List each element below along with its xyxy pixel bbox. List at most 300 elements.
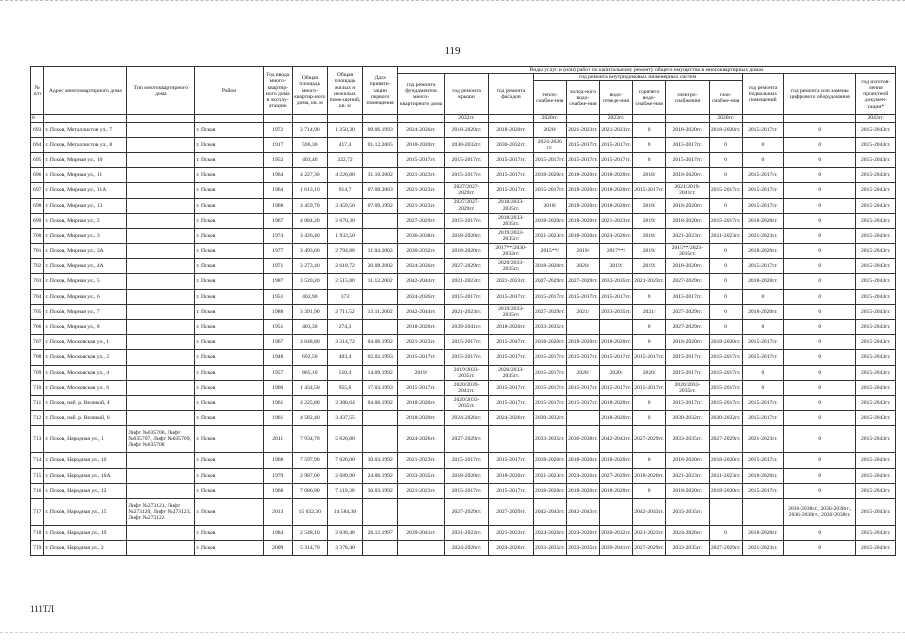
row-basement: 2018-2020гг. (742, 274, 783, 289)
row-address: г. Псков, наб. р. Великой, 6 (44, 411, 127, 426)
row-number: 715 (31, 468, 44, 483)
row-privatization-date: 11.12.2002 (363, 274, 398, 289)
row-house-type (127, 541, 195, 556)
row-cold-water: 2018-2020гг. (566, 483, 599, 498)
table-row (31, 365, 896, 380)
row-year: 1968 (263, 483, 292, 498)
table-row (31, 304, 896, 319)
row-digital: 0 (784, 122, 856, 137)
row-total-area: 3 459,70 (292, 198, 327, 213)
row-house-type (127, 304, 195, 319)
row-total-area: 2 548,10 (292, 525, 327, 540)
row-cold-water: 2018-2020гг. (566, 183, 599, 198)
row-house-type (127, 453, 195, 468)
footer-code: 111ТЛ (30, 604, 54, 614)
row-gas: 0 (709, 152, 742, 167)
row-number: 711 (31, 395, 44, 410)
row-year: 1979 (263, 468, 292, 483)
row-gas: 0 (709, 137, 742, 152)
row-digital: 0 (784, 168, 856, 183)
row-design: 2015-2043гг. (856, 274, 896, 289)
row-facade: 2015-2017гг. (489, 483, 533, 498)
row-address: г. Псков, Мирная ул., 7 (44, 304, 127, 319)
row-district: г. Псков (195, 350, 263, 365)
row-gas: 0 (709, 168, 742, 183)
row-hot-water: 0 (633, 453, 666, 468)
row-year: 1977 (263, 244, 292, 259)
row-sewer: 2021-2023гг. (599, 213, 632, 228)
row-house-type (127, 411, 195, 426)
row-address: г. Псков, Народная ул., 1 (44, 426, 127, 453)
row-hot-water: 2018-2020гг. (633, 468, 666, 483)
row-hot-water: 2019/ (633, 259, 666, 274)
row-house-type: Лифт №273121, Лифт №273120, Лифт №273123, Лифт №273122 (127, 498, 195, 525)
row-digital: 0 (784, 380, 856, 395)
row-cold-water: 2024-2026гг. (566, 468, 599, 483)
row-roof: 2015-2017гг. (444, 453, 488, 468)
table-row (31, 395, 896, 410)
row-electric: 2020/2033-2035гг. (666, 380, 709, 395)
row-heat: 2033-2035гг. (533, 426, 566, 453)
row-digital: 0 (784, 259, 856, 274)
row-district: г. Псков (195, 304, 263, 319)
row-digital: 0 (784, 198, 856, 213)
row-basement: 0 (742, 289, 783, 304)
row-roof: 2027/2027-2029гг. (444, 183, 488, 198)
row-facade: 2017**/2030-2032гг. (489, 244, 533, 259)
row-year: 1972 (263, 122, 292, 137)
row-privatization-date (363, 498, 398, 525)
table-row (31, 525, 896, 540)
row-electric: 2018-2020гг. (666, 122, 709, 137)
row-house-type (127, 198, 195, 213)
row-roof: 2021-2023гг. (444, 304, 488, 319)
row-year: 1960 (263, 380, 292, 395)
row-address: г. Псков, Мирная ул., 13 (44, 198, 127, 213)
row-sewer: 2018-2020гг. (599, 411, 632, 426)
row-year: 1988 (263, 304, 292, 319)
row-gas: 0 (709, 304, 742, 319)
row-sewer: 2018-2020гг. (599, 335, 632, 350)
row-hot-water: 2015-2017гг. (633, 380, 666, 395)
row-gas: 2018-2020гг. (709, 335, 742, 350)
row-basement: 2021-2023гг. (742, 426, 783, 453)
row-living-area: 14 584,30 (327, 498, 362, 525)
row-house-type (127, 350, 195, 365)
row-district: г. Псков (195, 137, 263, 152)
row-roof: 2015-2017гг. (444, 483, 488, 498)
table-row (31, 541, 896, 556)
row-foundation: 2021-2023гг. (398, 198, 445, 213)
row-sewer: 2039-2041гг. (599, 541, 632, 556)
row-design: 2015-2043гг. (856, 468, 896, 483)
row-house-type (127, 183, 195, 198)
row-roof: 2020/2033-2035гг. (444, 395, 488, 410)
row-living-area: 3 459,50 (327, 198, 362, 213)
row-roof: 2018-2020гг. (444, 228, 488, 243)
row-roof: 2039-2041гг. (444, 320, 488, 335)
row-basement: 0 (742, 137, 783, 152)
row-privatization-date: 30.03.1992 (363, 483, 398, 498)
row-total-area: 1 613,10 (292, 183, 327, 198)
row-basement: 0 (742, 380, 783, 395)
row-sewer: 2033-2035гг. (599, 274, 632, 289)
row-foundation: 2021-2023гг. (398, 183, 445, 198)
row-district: г. Псков (195, 168, 263, 183)
row-basement: 2018-2020гг. (742, 304, 783, 319)
row-heat: 2018-2020гг. (533, 213, 566, 228)
row-privatization-date: 11.04.2003 (363, 244, 398, 259)
row-number: 705 (31, 304, 44, 319)
row-facade: 2015-2017гг. (489, 395, 533, 410)
row-hot-water: 2027-2029гг. (633, 426, 666, 453)
row-gas: 2015-2017гг. (709, 213, 742, 228)
row-basement: 2015-2017гг. (742, 122, 783, 137)
row-house-type (127, 168, 195, 183)
row-district: г. Псков (195, 289, 263, 304)
row-roof: 2027-2029гг. (444, 498, 488, 525)
row-district: г. Псков (195, 525, 263, 540)
row-cold-water: 2018-2020гг. (566, 453, 599, 468)
row-roof: 2015-2017гг. (444, 213, 488, 228)
row-sewer: 2018-2020гг. (599, 483, 632, 498)
header-heat: тепло-снабже-ния (533, 81, 566, 115)
header-engineering: год ремонта внутридомовых инженерных систем (533, 74, 742, 81)
row-privatization-date (363, 320, 398, 335)
row-heat: 2021-2023гг. (533, 228, 566, 243)
row-digital: 0 (784, 426, 856, 453)
row-number: 699 (31, 213, 44, 228)
row-address: г. Псков, Народная ул., 10 (44, 453, 127, 468)
row-address: г. Псков, Народная ул., 12 (44, 483, 127, 498)
row-foundation: 2018-2020гг. (398, 320, 445, 335)
row-district: г. Псков (195, 453, 263, 468)
row-digital: 0 (784, 335, 856, 350)
header-address: Адрес многоквартирного дома (44, 67, 127, 115)
row-district: г. Псков (195, 335, 263, 350)
row-basement: 0 (742, 152, 783, 167)
row-number: 703 (31, 274, 44, 289)
row-facade: 2015-2017гг. (489, 380, 533, 395)
row-cold-water: 2018-2020гг. (566, 228, 599, 243)
row-district: г. Псков (195, 380, 263, 395)
row-year: 1948 (263, 350, 292, 365)
row-heat: 2030-2032гг. (533, 411, 566, 426)
row-number: 704 (31, 289, 44, 304)
header-electric: электро-снабжения (666, 81, 709, 115)
row-address: г. Псков, Металлистов ул., 8 (44, 137, 127, 152)
table-row (31, 259, 896, 274)
row-facade: 2020/2033-2035гг. (489, 365, 533, 380)
row-facade: 2018-2020гг. (489, 122, 533, 137)
table-row (31, 335, 896, 350)
row-electric: 2021-2023гг. (666, 228, 709, 243)
row-number: 714 (31, 453, 44, 468)
row-gas: 0 (709, 259, 742, 274)
row-basement: 2021-2023гг. (742, 541, 783, 556)
row-heat: 2015-2017гг. (533, 289, 566, 304)
header-foundation: год ремонта фундаментов много-квартирного дома (398, 74, 445, 115)
row-total-area: 3 648,80 (292, 335, 327, 350)
row-privatization-date (363, 289, 398, 304)
row-total-area: 15 032,30 (292, 498, 327, 525)
row-living-area: 3 380,64 (327, 395, 362, 410)
row-design: 2015-2043гг. (856, 365, 896, 380)
row-heat: 2033-2035гг. (533, 541, 566, 556)
row-basement: 2015-2017гг. (742, 483, 783, 498)
row-cold-water: 2015-2017гг. (566, 395, 599, 410)
row-design: 2015-2043гг. (856, 525, 896, 540)
row-design: 2015-2043гг. (856, 304, 896, 319)
row-design: 2015-2043гг. (856, 380, 896, 395)
scan-top-edge (0, 0, 905, 5)
row-district: г. Псков (195, 395, 263, 410)
row-basement: 2021-2023гг. (742, 228, 783, 243)
row-privatization-date (363, 228, 398, 243)
row-electric: 2015-2017гг. (666, 395, 709, 410)
row-year: 1967 (263, 335, 292, 350)
row-design: 2015-2043гг. (856, 244, 896, 259)
row-electric: 2015-2017гг. (666, 137, 709, 152)
row-living-area: 914,7 (327, 183, 362, 198)
row-house-type (127, 525, 195, 540)
row-electric: 2033-2035гг. (666, 541, 709, 556)
row-roof: 2015-2017гг. (444, 350, 488, 365)
row-facade: 2015-2017гг. (489, 350, 533, 365)
header-total-area: Общая площадь много-квартир-ного дома, кв. м (292, 67, 327, 115)
row-hot-water: 0 (633, 289, 666, 304)
row-foundation (398, 498, 445, 525)
row-address: г. Псков, Мирная ул., 2 (44, 213, 127, 228)
row-hot-water: 0 (633, 152, 666, 167)
row-privatization-date: 26.12.1997 (363, 525, 398, 540)
row-facade: 2019/2033-2035гг. (489, 228, 533, 243)
row-facade: 2024-2026гг. (489, 541, 533, 556)
row-heat: 2027-2029гг. (533, 304, 566, 319)
row-house-type (127, 335, 195, 350)
row-living-area: 1 250,30 (327, 122, 362, 137)
row-electric: 2018-2020гг. (666, 335, 709, 350)
header-privatization: Дата привати-зации первого помещения (363, 67, 398, 115)
row-gas: 2027-2029гг. (709, 541, 742, 556)
row-digital: 0 (784, 304, 856, 319)
row-electric: 2018-2020гг. (666, 453, 709, 468)
row-gas: 2015-2017гг. (709, 183, 742, 198)
row-cold-water: 2018-2020гг. (566, 335, 599, 350)
row-roof: 2020/2039-2041гг. (444, 380, 488, 395)
row-facade: 2018/2033-2035гг. (489, 213, 533, 228)
row-electric: 2024-2026гг. (666, 525, 709, 540)
row-address: г. Псков, Московская ул., 1 (44, 335, 127, 350)
row-sewer: 2015-2017гг. (599, 380, 632, 395)
row-cold-water: 2015-2017гг. (566, 152, 599, 167)
row-privatization-date: 20.08.2002 (363, 259, 398, 274)
row-total-area: 4 227,30 (292, 168, 327, 183)
row-gas: 0 (709, 525, 742, 540)
row-cold-water: 2015-2017гг. (566, 137, 599, 152)
row-foundation (398, 541, 445, 556)
row-foundation: 2021-2023гг. (398, 168, 445, 183)
row-district: г. Псков (195, 122, 263, 137)
row-roof: 2027-2029гг. (444, 259, 488, 274)
row-heat: 2018-2020гг. (533, 483, 566, 498)
row-living-area: 2 038,48 (327, 525, 362, 540)
row-address: г. Псков, Мирная ул., 6 (44, 289, 127, 304)
table-row (31, 122, 896, 137)
table-row (31, 468, 896, 483)
row-privatization-date: 09.06.1993 (363, 122, 398, 137)
row-electric: 2030-2032гг. (666, 411, 709, 426)
row-hot-water: 2018/ (633, 168, 666, 183)
row-cold-water: 2018-2020гг. (566, 198, 599, 213)
row-hot-water: 2018/ (633, 198, 666, 213)
row-cold-water: 2036-2038гг. (566, 426, 599, 453)
row-design: 2015-2043гг. (856, 259, 896, 274)
row-heat: 2015-2017гг. (533, 365, 566, 380)
row-design: 2015-2043гг. (856, 350, 896, 365)
row-heat: 2042-2043гг. (533, 498, 566, 525)
row-hot-water: 2042-2043гг. (633, 498, 666, 525)
row-cold-water: 2020/ (566, 365, 599, 380)
row-number: 694 (31, 137, 44, 152)
row-privatization-date: 01.12.2005 (363, 137, 398, 152)
row-number: 696 (31, 168, 44, 183)
row-gas: 2018-2020гг. (709, 453, 742, 468)
row-foundation: 2042-2044гг. (398, 304, 445, 319)
row-total-area: 3 273,40 (292, 259, 327, 274)
table-row (31, 183, 896, 198)
row-gas: 2027-2029гг. (709, 426, 742, 453)
row-hot-water: 2021-2023гг. (633, 274, 666, 289)
row-roof: 2015-2017гг. (444, 335, 488, 350)
row-total-area: 4 084,20 (292, 213, 327, 228)
row-year: 2011 (263, 426, 292, 453)
row-living-area: 3 314,72 (327, 335, 362, 350)
row-privatization-date: 17.03.1993 (363, 380, 398, 395)
row-facade: 2015-2017гг. (489, 289, 533, 304)
row-heat: 2024-2026гг. (533, 525, 566, 540)
row-heat: 2020/ (533, 122, 566, 137)
row-basement: 2015-2017гг. (742, 350, 783, 365)
row-house-type: Лифт №035706, Лифт №035707, Лифт №035709, Лифт №035708 (127, 426, 195, 453)
row-living-area: 1 933,50 (327, 228, 362, 243)
row-gas: 2021-2023гг. (709, 228, 742, 243)
table-row (31, 483, 896, 498)
row-electric: 2018-2020гг. (666, 213, 709, 228)
row-basement: 0 (742, 320, 783, 335)
row-living-area: 274,3 (327, 320, 362, 335)
row-basement: 0 (742, 365, 783, 380)
row-basement: 2015-2017гг. (742, 198, 783, 213)
row-digital: 0 (784, 244, 856, 259)
row-district: г. Псков (195, 198, 263, 213)
row-heat: 2033-2035гг. (533, 320, 566, 335)
header-facade: год ремонта фасадов (489, 74, 533, 115)
row-privatization-date (363, 152, 398, 167)
row-year: 1951 (263, 320, 292, 335)
row-design: 2015-2043гг. (856, 541, 896, 556)
row-living-area: 2 711,52 (327, 304, 362, 319)
row-year: 2013 (263, 498, 292, 525)
row-digital: 0 (784, 395, 856, 410)
row-sewer: 2015-2017гг. (599, 350, 632, 365)
table-row (31, 152, 896, 167)
row-basement: 2015-2017гг. (742, 168, 783, 183)
row-year: 1957 (263, 365, 292, 380)
row-sewer: 2015-2017гг. (599, 289, 632, 304)
row-living-area: 2 794,88 (327, 244, 362, 259)
row-total-area: 402,90 (292, 289, 327, 304)
row-hot-water: 0 (633, 483, 666, 498)
row-total-area: 865,10 (292, 365, 327, 380)
row-number: 698 (31, 198, 44, 213)
continuation-row: 6 2032гг. 2020гг. 2023гг. 2020гг. 2043гг. (31, 115, 896, 122)
row-facade: 2015-2017гг. (489, 152, 533, 167)
header-living-area: Общая площадь жилых и нежилых поме-щений, кв. м (327, 67, 362, 115)
row-design: 2015-2043гг. (856, 289, 896, 304)
row-sewer: 2018-2020гг. (599, 183, 632, 198)
row-gas: 2015-2017гг. (709, 350, 742, 365)
row-privatization-date: 30.03.1992 (363, 453, 398, 468)
row-address: г. Псков, Московская ул., 6 (44, 380, 127, 395)
header-type: Тип многоквартирного дома (127, 67, 195, 115)
row-sewer: 2019/ (599, 259, 632, 274)
row-privatization-date: 31.10.2002 (363, 168, 398, 183)
row-living-area: 955,6 (327, 380, 362, 395)
row-house-type (127, 468, 195, 483)
row-total-area: 5 314,70 (292, 541, 327, 556)
row-foundation: 2021-2023гг. (398, 453, 445, 468)
row-cold-water: 2024-2026гг. (566, 525, 599, 540)
row-year: 1968 (263, 453, 292, 468)
row-facade: 2027-2029гг. (489, 498, 533, 525)
row-design: 2015-2043гг. (856, 228, 896, 243)
row-privatization-date: 14.09.1992 (363, 365, 398, 380)
table-row (31, 244, 896, 259)
row-basement: 2015-2017гг. (742, 335, 783, 350)
row-heat: 2015-2017гг. (533, 380, 566, 395)
row-cold-water: 2015-2017гг. (566, 289, 599, 304)
row-house-type (127, 320, 195, 335)
row-privatization-date (363, 411, 398, 426)
row-basement: 2018-2020гг. (742, 468, 783, 483)
row-electric: 2033-2035гг. (666, 498, 709, 525)
row-house-type (127, 137, 195, 152)
row-total-area: 4 225,80 (292, 395, 327, 410)
row-design: 2015-2043гг. (856, 498, 896, 525)
row-digital: 2036-2038гг., 2036-2038гг., 2036-2038гг., 2036-2038гг. (784, 498, 856, 525)
row-year: 1967 (263, 213, 292, 228)
row-hot-water: 0 (633, 122, 666, 137)
row-electric: 2027-2029гг. (666, 320, 709, 335)
row-foundation: 2024-2026гг. (398, 289, 445, 304)
header-year: Год ввода много-квартир-ного дома в эксплу-атацию (263, 67, 292, 115)
row-house-type (127, 274, 195, 289)
row-digital: 0 (784, 483, 856, 498)
row-privatization-date: 07.09.1992 (363, 198, 398, 213)
row-cold-water: 2019/ (566, 244, 599, 259)
row-facade (489, 426, 533, 453)
row-hot-water: 2027-2029гг. (633, 541, 666, 556)
row-hot-water: 2018/ (633, 228, 666, 243)
row-heat: 2015-2017гг. (533, 183, 566, 198)
row-year: 1951 (263, 289, 292, 304)
row-sewer: 2018-2020гг. (599, 453, 632, 468)
row-number: 702 (31, 259, 44, 274)
row-roof: 2021-2023гг. (444, 274, 488, 289)
row-privatization-date: 24.06.1992 (363, 468, 398, 483)
row-facade: 2019/2033-2035гг. (489, 304, 533, 319)
